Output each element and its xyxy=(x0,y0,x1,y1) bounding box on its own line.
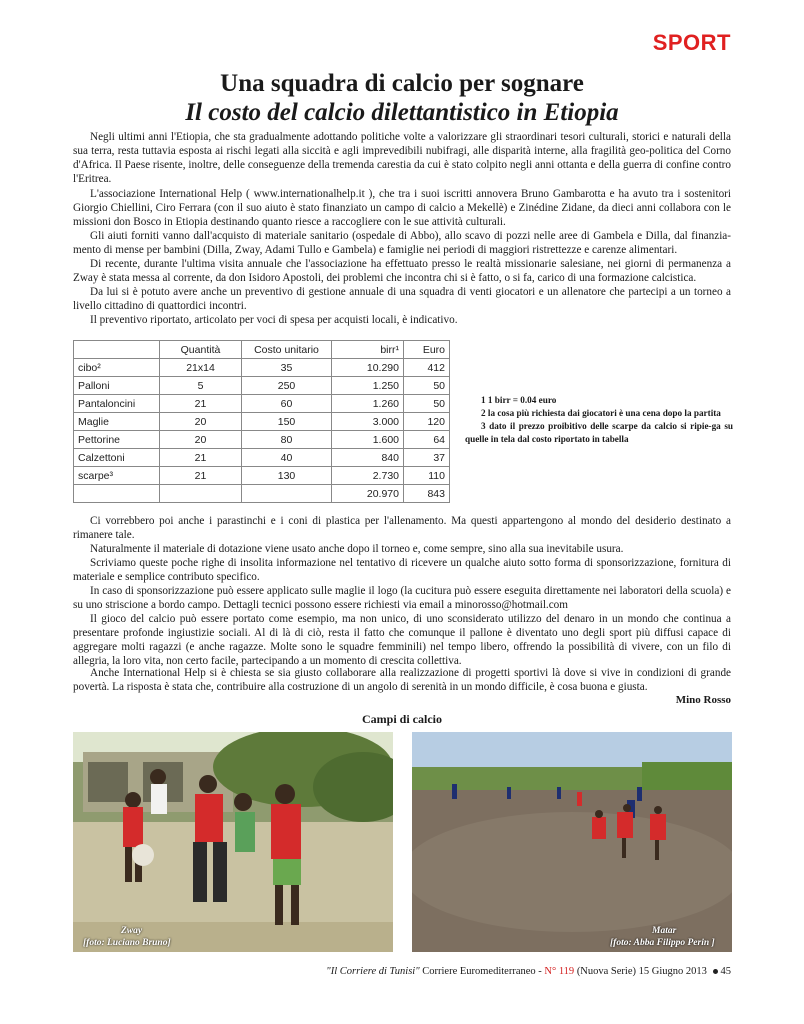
intro-paragraph: Negli ultimi anni l'Etiopia, che sta gradualmente adottando politiche volte a valorizzare gli straordinari tesori culturali, storici e naturali della sua terra, resta tuttavia esposta ai rischi legati alla siccità e agli imprevedibili nubifragi, alle disparità interne, alla fragilità geo-politica del Corno d'Africa. Il Paese risente, inoltre, delle conseguenze della tremenda carestia da cui è stato colpito negli anni ottanta e della guerra di confine contro l'Eritrea. xyxy=(73,131,731,186)
photo-place-label: Zway xyxy=(121,926,143,936)
intro-paragraph: Di recente, durante l'ultima visita annuale che l'associazione ha effettuato presso le realtà missionarie salesiane, nei giorni di permanenza a Zway è stata messa al corrente, da don Isidoro Apostoli, dei problemi che incontra chi si è fatto, o si fa, carico di una formazione calcistica. xyxy=(73,258,731,285)
photos-caption: Campi di calcio xyxy=(362,712,442,726)
table-cell: 50 xyxy=(404,377,450,395)
page-number: 45 xyxy=(720,966,731,977)
table-cell: 10.290 xyxy=(332,359,404,377)
table-total-row xyxy=(74,485,450,503)
article-title: Una squadra di calcio per sognare xyxy=(220,70,584,97)
table-cell: 21 xyxy=(160,467,242,485)
table-cell: 50 xyxy=(404,395,450,413)
table-cell: 840 xyxy=(332,449,404,467)
table-cell: 21 xyxy=(160,395,242,413)
body-paragraph: Naturalmente il materiale di dotazione viene usato anche dopo il torneo e, come sempre, sino alla sua inevitabile usura. xyxy=(90,543,624,555)
footnote: 2 la cosa più richiesta dai giocatori è una cena dopo la partita xyxy=(481,408,721,418)
table-cell: 60 xyxy=(242,395,332,413)
table-row xyxy=(74,467,450,485)
table-cell: 5 xyxy=(160,377,242,395)
page-footer xyxy=(326,966,731,977)
table-row xyxy=(74,431,450,449)
table-cell: 843 xyxy=(404,485,450,503)
body-paragraph: Scriviamo queste poche righe di insolita informazione nel tentativo di ricevere un qualche aiuto sotto forma di sponsorizzazione, fornitura di materiale e semplice contributo specifico. xyxy=(73,557,731,584)
table-cell: scarpe³ xyxy=(74,467,160,485)
table-cell: 35 xyxy=(242,359,332,377)
photo-matar-illustration xyxy=(412,732,732,952)
table-cell: 120 xyxy=(404,413,450,431)
body-paragraph: Anche International Help si è chiesta se sia giusto collaborare alla realizzazione di progetti sportivi là dove si vive in condizioni di grande povertà. La risposta è stata che, contribuire alla costruzione di un angolo di serenità in un mondo difficile, è cosa buona e giusta. xyxy=(73,667,731,694)
intro-paragraph: L'associazione International Help ( www.internationalhelp.it ), che tra i suoi iscritti annovera Bruno Gambarotta e ha avuto tra i sostenitori Giorgio Chiellini, Ciro Ferrara (con il suo aiuto è stato finanziato un campo di calcio a Mekellè) e Zinédine Zidane, da dieci anni collabora con le missioni don Bosco in Etiopia destinando quanto riesce a raccogliere con le sue attività culturali. xyxy=(73,188,731,229)
bullet-icon xyxy=(713,969,718,974)
table-cell: Pettorine xyxy=(74,431,160,449)
table-cell: Calzettoni xyxy=(74,449,160,467)
footnote: 1 1 birr = 0.04 euro xyxy=(481,395,557,405)
table-header-cell: Quantità xyxy=(160,341,242,359)
table-cell: 150 xyxy=(242,413,332,431)
table-cell: 20 xyxy=(160,413,242,431)
photo-zway-illustration xyxy=(73,732,393,952)
table-row xyxy=(74,413,450,431)
footer-issue: N° 119 xyxy=(544,966,575,977)
table-row xyxy=(74,395,450,413)
table-cell: 20 xyxy=(160,431,242,449)
table-cell: 21x14 xyxy=(160,359,242,377)
table-cell: 1.250 xyxy=(332,377,404,395)
footer-publication: "Il Corriere di Tunisi" xyxy=(326,966,420,977)
table-cell: 250 xyxy=(242,377,332,395)
table-header-row xyxy=(74,341,450,359)
footer-edition: (Nuova Serie) 15 Giugno 2013 xyxy=(576,966,707,977)
photo-credit: [foto: Abba Filippo Perin ] xyxy=(610,938,715,948)
table-cell: 80 xyxy=(242,431,332,449)
table-row xyxy=(74,359,450,377)
table-cell: 1.260 xyxy=(332,395,404,413)
article-subtitle: Il costo del calcio dilettantistico in Etiopia xyxy=(185,99,619,126)
author-signature: Mino Rosso xyxy=(675,694,731,706)
body-paragraph: In caso di sponsorizzazione può essere applicato sulle maglie il logo (la cucitura può essere eseguita direttamente nei laboratori della scuola) e su uno striscione a bordo campo. Dettagli tecnici possono essere richiesti via email a minorosso@hotmail.com xyxy=(73,585,731,612)
intro-paragraph: Il preventivo riportato, articolato per voci di spesa per acquisti locali, è indicativo. xyxy=(90,314,458,326)
footer-magazine: Corriere Euromediterraneo - xyxy=(422,966,542,977)
table-row xyxy=(74,377,450,395)
table-cell: Pantaloncini xyxy=(74,395,160,413)
table-cell: cibo² xyxy=(74,359,160,377)
intro-paragraph: Gli aiuti forniti vanno dall'acquisto di materiale sanitario (ospedale di Abbo), allo scavo di pozzi nelle aree di Gambela e Dilla, dal finanzia-mento di mense per bambini (Dilla, Zway, Adami Tullo e Gambela) e famiglie nei periodi di maggiori ristrettezze e carenze alimentari. xyxy=(73,230,731,257)
table-header-cell: Costo unitario xyxy=(242,341,332,359)
table-cell: 2.730 xyxy=(332,467,404,485)
body-paragraph: Il gioco del calcio può essere portato come esempio, ma non unico, di uno sconsiderato utilizzo del denaro in un mondo che continua a presentare profonde ingiustizie sociali. Al di là di ciò, resta il fatto che comunque il pallone è diventato uno degli sport più diffusi capace di aggregare molti ragazzi (e anche ragazze. Molte sono le squadre femminili) nel tempo libero, offrendo la possibilità di vivere, con un filo di allegria, la loro vita, non certo facile, partecipando a un momento di crescita collettiva. xyxy=(73,613,731,668)
table-cell xyxy=(160,485,242,503)
table-cell xyxy=(74,485,160,503)
table-header-cell xyxy=(74,341,160,359)
table-cell: 412 xyxy=(404,359,450,377)
photo-matar-football-field xyxy=(412,732,732,952)
table-header-cell: birr¹ xyxy=(332,341,404,359)
section-label: SPORT xyxy=(652,30,731,55)
table-header-cell: Euro xyxy=(404,341,450,359)
table-cell: 37 xyxy=(404,449,450,467)
photo-zway-kids-football xyxy=(73,732,393,952)
table-cell: 3.000 xyxy=(332,413,404,431)
table-cell xyxy=(242,485,332,503)
photo-place-label: Matar xyxy=(652,926,677,936)
table-cell: Palloni xyxy=(74,377,160,395)
table-row xyxy=(74,449,450,467)
table-cell: 130 xyxy=(242,467,332,485)
table-cell: 1.600 xyxy=(332,431,404,449)
table-cell: Maglie xyxy=(74,413,160,431)
table-cell: 110 xyxy=(404,467,450,485)
cost-table xyxy=(73,340,450,503)
table-cell: 40 xyxy=(242,449,332,467)
footnote: 3 dato il prezzo proibitivo delle scarpe da calcio si ripie-ga su quelle in tela dal costo riportato in tabella xyxy=(465,421,733,444)
body-paragraph: Ci vorrebbero poi anche i parastinchi e i coni di plastica per l'allenamento. Ma questi appartengono al mondo del desiderio destinato a rimanere tale. xyxy=(73,515,731,542)
table-cell: 20.970 xyxy=(332,485,404,503)
table-cell: 64 xyxy=(404,431,450,449)
photo-credit: [foto: Luciano Bruno] xyxy=(83,938,171,948)
table-footnotes xyxy=(465,394,733,446)
table-cell: 21 xyxy=(160,449,242,467)
intro-paragraph: Da lui si è potuto avere anche un preventivo di gestione annuale di una squadra di venti giocatori e un allenatore che partecipi a un torneo a livello cittadino di quattordici incontri. xyxy=(73,286,731,313)
